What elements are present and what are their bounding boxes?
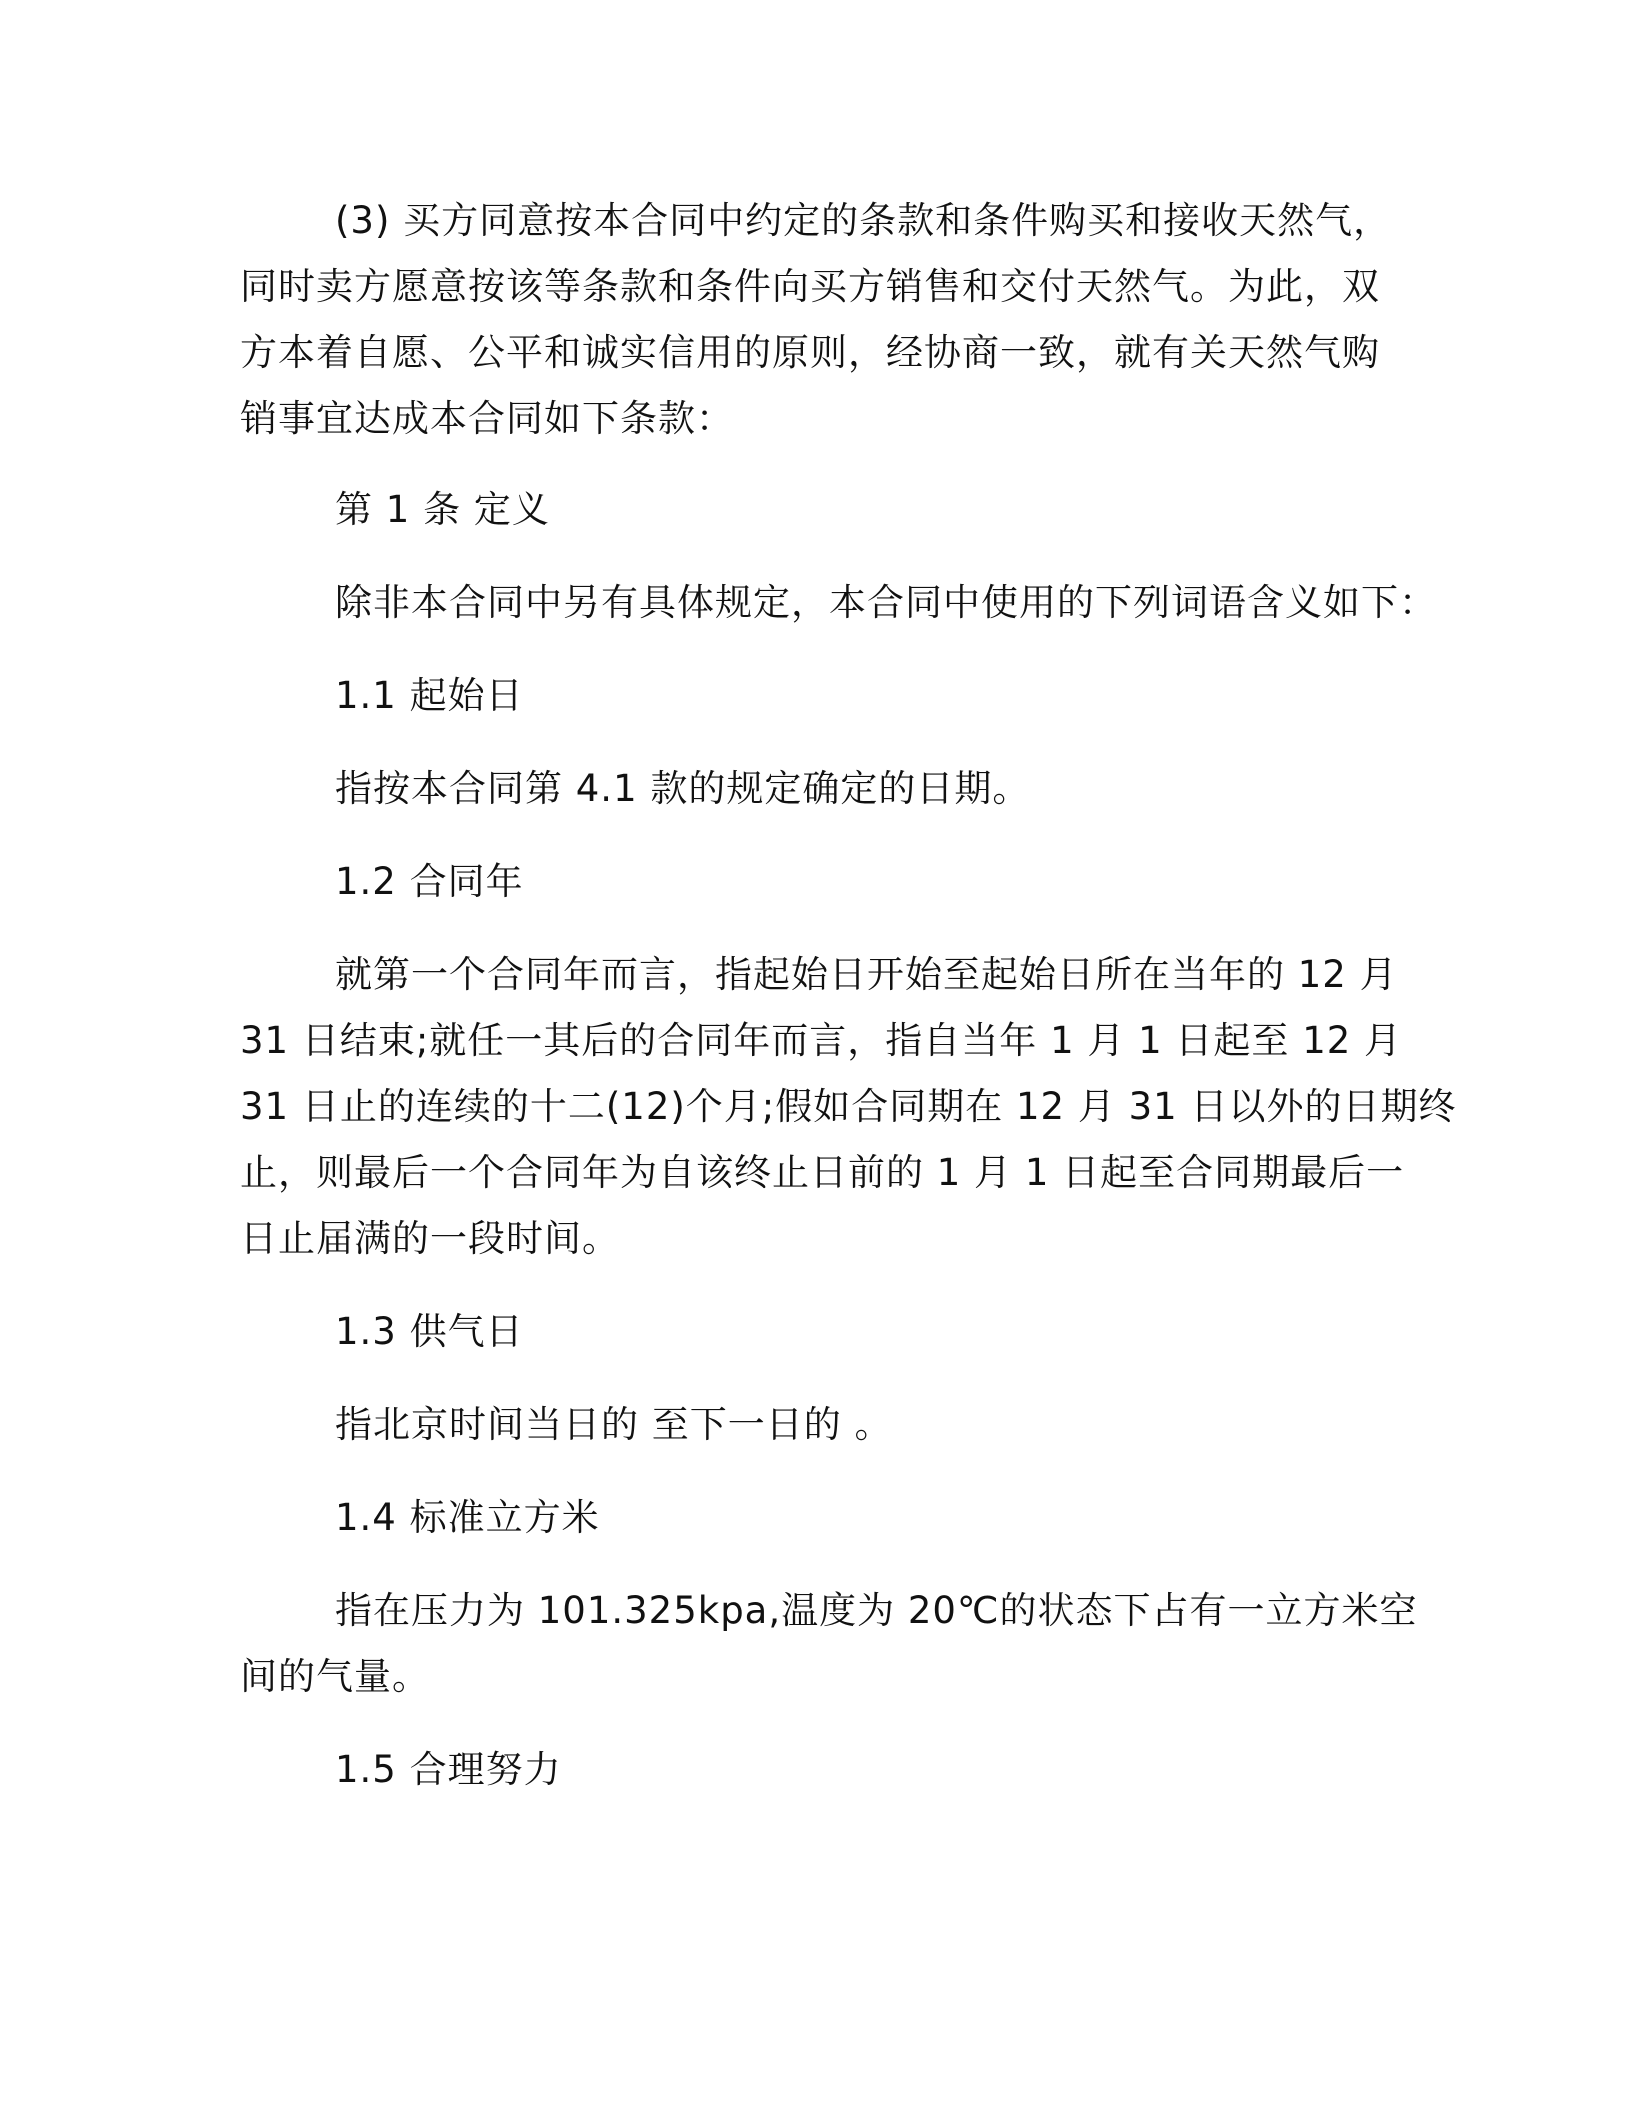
paragraph-line: 指北京时间当日的 至下一日的 。 <box>335 1403 893 1446</box>
definition-heading: 1.1 起始日 <box>335 674 524 717</box>
definition-heading: 1.5 合理努力 <box>335 1748 562 1791</box>
paragraph-line: 日止届满的一段时间。 <box>240 1217 620 1260</box>
section-heading: 第 1 条 定义 <box>335 488 550 531</box>
paragraph-line: 指在压力为 101.325kpa,温度为 20℃的状态下占有一立方米空 <box>335 1589 1418 1632</box>
paragraph-line: 销事宜达成本合同如下条款： <box>240 397 734 440</box>
paragraph-line: 31 日止的连续的十二(12)个月;假如合同期在 12 月 31 日以外的日期终 <box>240 1085 1457 1128</box>
paragraph-line: 除非本合同中另有具体规定，本合同中使用的下列词语含义如下： <box>335 581 1437 624</box>
definition-heading: 1.2 合同年 <box>335 860 524 903</box>
definition-heading: 1.4 标准立方米 <box>335 1496 600 1539</box>
paragraph-line: 就第一个合同年而言，指起始日开始至起始日所在当年的 12 月 <box>335 953 1398 996</box>
paragraph-line: 间的气量。 <box>240 1655 430 1698</box>
paragraph-line: 方本着自愿、公平和诚实信用的原则，经协商一致，就有关天然气购 <box>240 331 1380 374</box>
paragraph-line: 指按本合同第 4.1 款的规定确定的日期。 <box>335 767 1031 810</box>
definition-heading: 1.3 供气日 <box>335 1310 524 1353</box>
paragraph-line: 同时卖方愿意按该等条款和条件向买方销售和交付天然气。为此，双 <box>240 265 1380 308</box>
paragraph-line: 31 日结束;就任一其后的合同年而言，指自当年 1 月 1 日起至 12 月 <box>240 1019 1403 1062</box>
paragraph-line: 止，则最后一个合同年为自该终止日前的 1 月 1 日起至合同期最后一 <box>240 1151 1405 1194</box>
paragraph-line: (3) 买方同意按本合同中约定的条款和条件购买和接收天然气， <box>335 199 1392 242</box>
